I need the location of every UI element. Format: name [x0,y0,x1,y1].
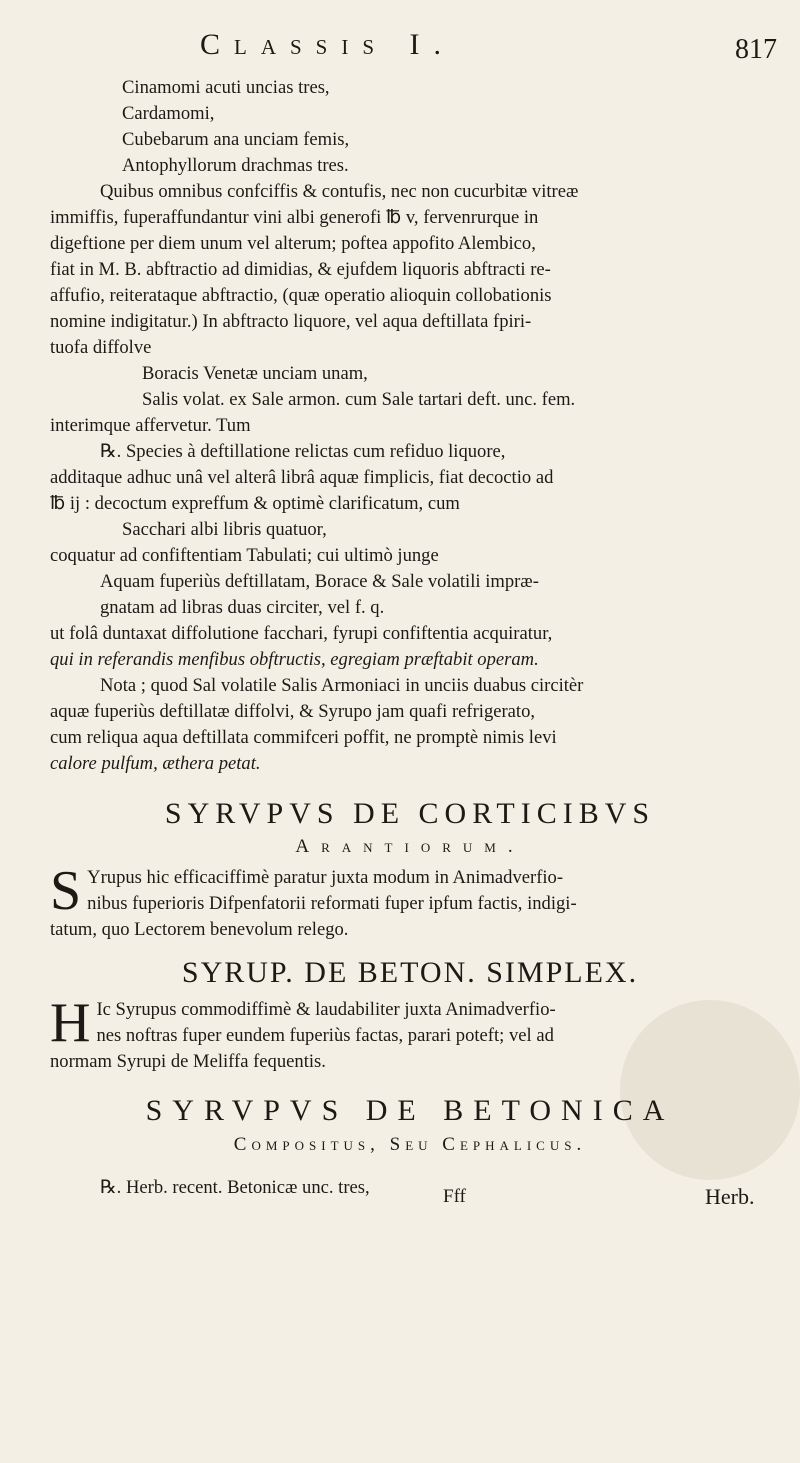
catchword: Herb. [705,1184,755,1209]
text-line: immiffis, fuperaffundantur vini albi generofi ℔ v, fervenrurque in [50,207,539,228]
recipe-line: Boracis Venetæ unciam unam, [142,363,368,384]
text-line: digeftione per diem unum vel alterum; poftea appofito Alembico, [50,233,536,254]
section-subtitle: Compositus, Seu Cephalicus. [233,1134,587,1155]
text-line: interimque affervetur. Tum [50,415,251,436]
text-line: ℔ ij : decoctum expreffum & optimè clarificatum, cum [50,493,460,514]
note-line: Nota ; quod Sal volatile Salis Armoniaci in unciis duabus circitèr [100,675,584,696]
note-line: aquæ fuperiùs deftillatæ diffolvi, & Syrupo jam quafi refrigerato, [50,701,536,722]
section-paragraph [50,860,770,943]
text-line: affufio, reiterataque abftractio, (quæ operatio alioquin collobationis [50,285,552,306]
text-line: Yrupus hic efficaciffimè paratur juxta modum in Animadverfio- [87,867,564,888]
recipe-line: ℞. Herb. recent. Betonicæ unc. tres, [100,1177,370,1198]
recipe-line: ℞. Species à deftillatione relictas cum refiduo liquore, [100,441,506,462]
recipe-line: Cinamomi acuti uncias tres, [122,77,330,98]
page-number: 817 [735,34,777,65]
text-line: nomine indigitatur.) In abftracto liquore, vel aqua deftillata fpiri- [50,311,532,332]
drop-capital: H [50,992,91,1054]
recipe-line: gnatam ad libras duas circiter, vel f. q. [100,597,385,618]
signature-mark: Fff [443,1186,466,1207]
text-line: tuofa diffolve [50,337,152,358]
recipe-line: Aquam fuperiùs deftillatam, Borace & Sale volatili impræ- [100,571,539,592]
text-line: fiat in M. B. abftractio ad dimidias, & ejufdem liquoris abftracti re- [50,259,551,280]
text-line: nibus fuperioris Difpenfatorii reformati fuper ipfum factis, indigi- [87,893,577,914]
section-title: SYRVPVS DE CORTICIBVS [164,797,656,830]
note-line: cum reliqua aqua deftillata commifceri poffit, ne promptè nimis levi [50,727,557,748]
recipe-line: Cubebarum ana unciam femis, [122,129,350,150]
text-line: ut folâ duntaxat diffolutione facchari, fyrupi confiftentia acquiratur, [50,623,553,644]
text-line: tatum, quo Lectorem benevolum relego. [50,919,349,940]
section-title: SYRVPVS DE BETONICA [145,1094,675,1127]
running-title: Classis I. [200,28,456,61]
text-line: Quibus omnibus confciffis & contufis, nec non cucurbitæ vitreæ [100,181,579,202]
recipe-line: Cardamomi, [122,103,215,124]
recipe-line: Antophyllorum drachmas tres. [122,155,349,176]
text-line: nes noftras fuper eundem fuperiùs factas, parari poteft; vel ad [96,1025,554,1046]
text-line: additaque adhuc unâ vel alterâ librâ aquæ fimplicis, fiat decoctio ad [50,467,554,488]
section-subtitle: Arantiorum. [295,836,525,857]
text-line: qui in referandis menfibus obftructis, egregiam præftabit operam. [50,649,539,670]
section-paragraph [50,992,770,1075]
text-line: Ic Syrupus commodiffimè & laudabiliter juxta Animadverfio- [96,999,556,1020]
text-line: normam Syrupi de Meliffa fequentis. [50,1051,326,1072]
page-body [50,75,770,1201]
recipe-line: Salis volat. ex Sale armon. cum Sale tartari deft. unc. fem. [142,389,576,410]
text-line: coquatur ad confiftentiam Tabulati; cui ultimò junge [50,545,439,566]
note-line: calore pulfum, æthera petat. [50,753,261,774]
drop-capital: S [50,860,82,922]
section-title: SYRUP. DE BETON. SIMPLEX. [181,956,639,989]
running-header [0,28,800,68]
recipe-line: Sacchari albi libris quatuor, [122,519,327,540]
